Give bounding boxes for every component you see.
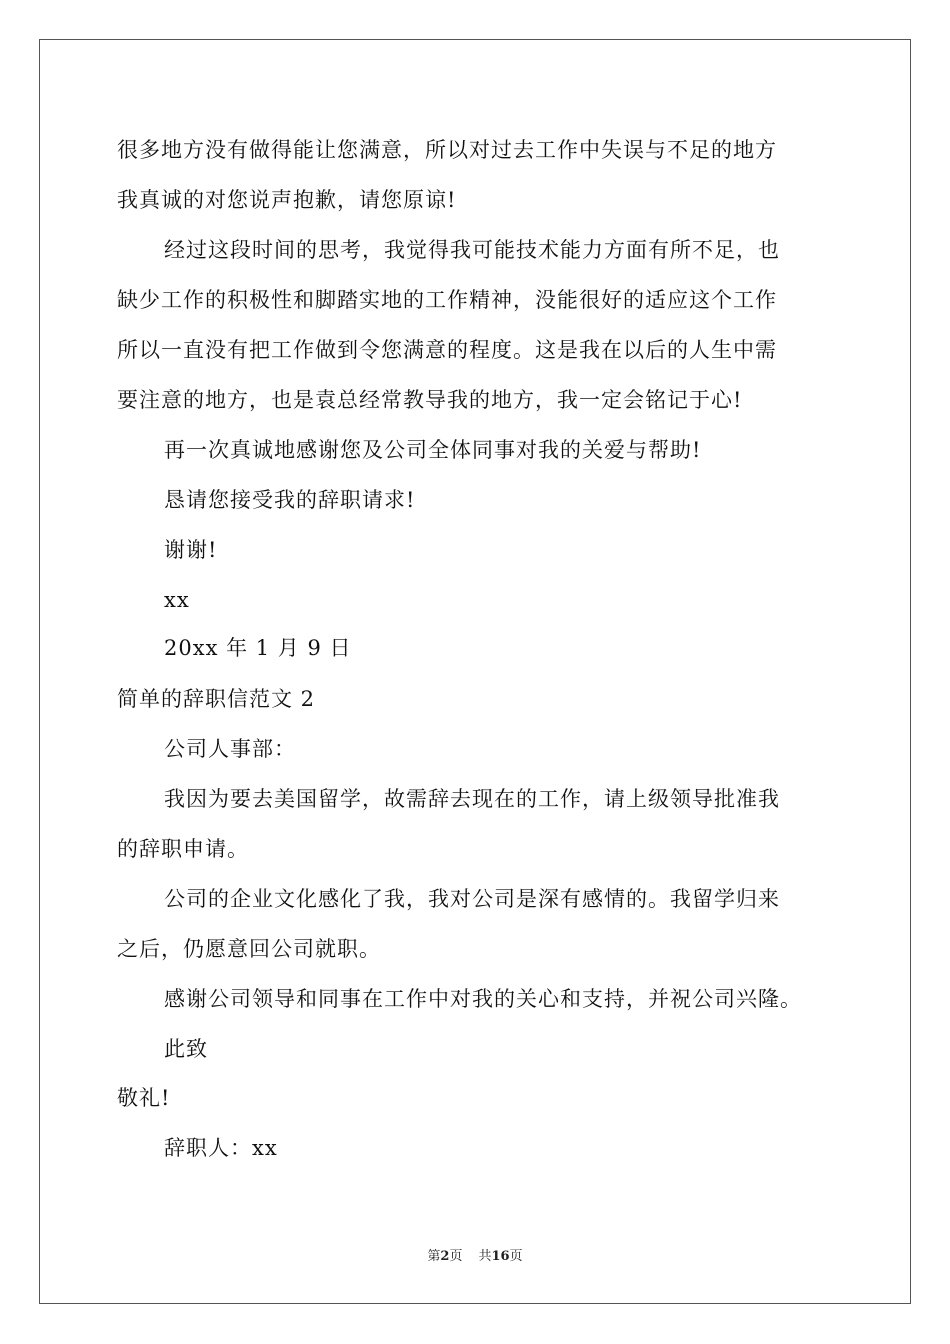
- page-border: [39, 39, 911, 1304]
- total-pages-indicator: 共16页: [478, 1249, 523, 1264]
- text-line: 经过这段时间的思考，我觉得我可能技术能力方面有所不足，也: [164, 238, 780, 262]
- text-line: 谢谢!: [164, 538, 218, 562]
- current-page-number: 2: [440, 1249, 450, 1264]
- text-line: 之后，仍愿意回公司就职。: [117, 937, 381, 961]
- text-line: 公司的企业文化感化了我，我对公司是深有感情的。我留学归来: [164, 887, 780, 911]
- signature-name: xx: [164, 588, 190, 612]
- resigner-signature: 辞职人：xx: [164, 1136, 278, 1160]
- text-line: 我因为要去美国留学，故需辞去现在的工作，请上级领导批准我: [164, 787, 780, 811]
- total-page-count: 16: [491, 1249, 510, 1264]
- text-line: 我真诚的对您说声抱歉，请您原谅!: [117, 188, 457, 212]
- text-line: 要注意的地方，也是袁总经常教导我的地方，我一定会铭记于心!: [117, 388, 743, 412]
- text-line: 缺少工作的积极性和脚踏实地的工作精神，没能很好的适应这个工作: [117, 288, 777, 312]
- page-indicator: 第2页: [427, 1249, 463, 1264]
- closing-regards: 敬礼!: [117, 1086, 171, 1110]
- text-line: 再一次真诚地感谢您及公司全体同事对我的关爱与帮助!: [164, 438, 702, 462]
- text-line: 很多地方没有做得能让您满意，所以对过去工作中失误与不足的地方: [117, 138, 777, 162]
- text-line: 感谢公司领导和同事在工作中对我的关心和支持，并祝公司兴隆。: [164, 987, 802, 1011]
- section-heading: 简单的辞职信范文 2: [117, 687, 316, 711]
- letter-date: 20xx 年 1 月 9 日: [164, 636, 352, 660]
- closing-line: 此致: [164, 1037, 208, 1061]
- salutation: 公司人事部：: [164, 737, 296, 761]
- text-line: 恳请您接受我的辞职请求!: [164, 488, 416, 512]
- text-line: 的辞职申请。: [117, 837, 249, 861]
- page-footer: [0, 1248, 950, 1266]
- text-line: 所以一直没有把工作做到令您满意的程度。这是我在以后的人生中需: [117, 338, 777, 362]
